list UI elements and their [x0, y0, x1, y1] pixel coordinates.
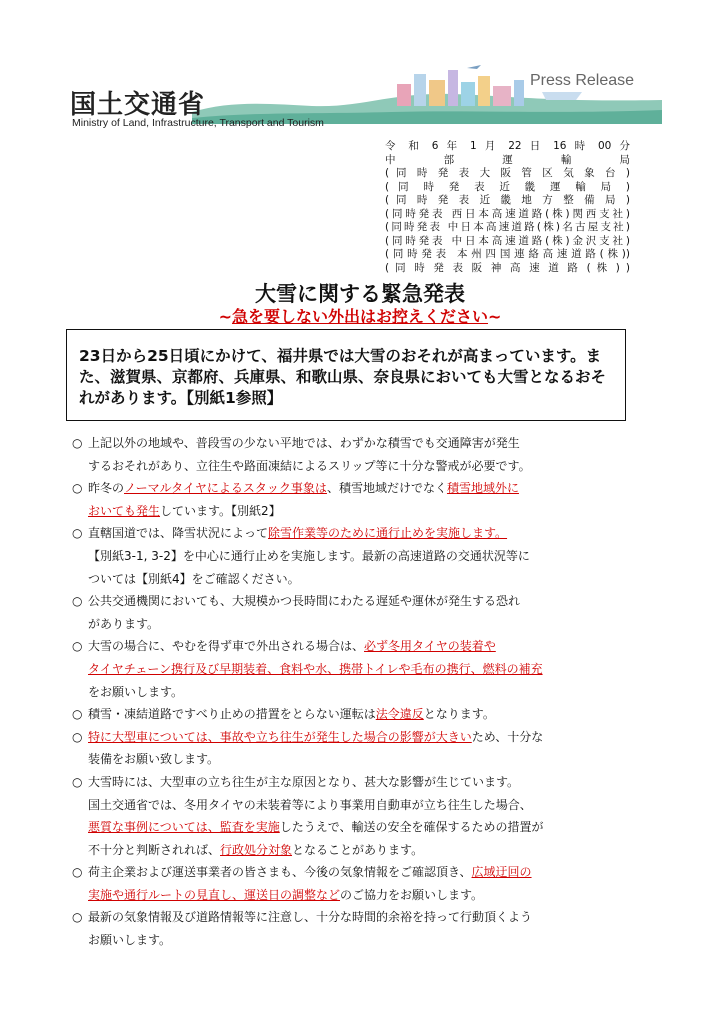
- list-item-body: [88, 477, 632, 522]
- list-item-line: [88, 635, 632, 658]
- body-text: となります。: [423, 707, 495, 722]
- list-item-line: [88, 861, 632, 884]
- list-item: [72, 477, 632, 522]
- highlighted-text: 法令違反: [375, 707, 424, 722]
- issuer-line: ( 同 時 発 表 阪 神 高 速 道 路 ( 株 ) ): [385, 261, 630, 274]
- list-item: [72, 771, 632, 861]
- list-item-line: [88, 884, 632, 907]
- bullet-circle-icon: ○: [72, 910, 83, 925]
- press-release-label: Press Release: [530, 72, 635, 89]
- bullet-circle-icon: ○: [72, 526, 83, 541]
- list-item-line: [88, 545, 632, 568]
- highlighted-text: 行政処分対象: [220, 842, 293, 857]
- body-text: お願いします。: [88, 933, 172, 948]
- issuer-line: ( 同 時 発 表 近 畿 地 方 整 備 局 ): [385, 194, 630, 206]
- list-item-body: [88, 635, 632, 703]
- issuer-line: (同時発表 中日本高速道路(株)名古屋支社): [385, 221, 630, 233]
- press-header: [0, 0, 720, 135]
- list-item-line: [88, 432, 632, 455]
- issuer-line: ( 同 時 発 表 大 阪 管 区 気 象 台 ): [385, 167, 630, 179]
- page-subtitle: [0, 304, 720, 327]
- list-item: [72, 432, 632, 477]
- list-item-line: [88, 455, 632, 478]
- issuer-line: (同時発表 西日本高速道路(株)関西支社): [385, 207, 630, 220]
- subtitle-text: 急を要しない外出はお控えください: [231, 307, 488, 326]
- ministry-name-en: Ministry of Land, Infrastructure, Transport and Tourism: [72, 117, 324, 129]
- list-item-line: [88, 590, 632, 613]
- highlighted-text: 広域迂回の: [471, 865, 532, 880]
- list-item: [72, 861, 632, 906]
- list-item: [72, 906, 632, 951]
- issuer-line: ( 同 時 発 表 近 畿 運 輸 局 ): [385, 180, 630, 193]
- body-text: 大雪の場合に、やむを得ず車で外出される場合は、: [88, 639, 365, 654]
- bullet-circle-icon: ○: [72, 774, 83, 789]
- list-item-line: [88, 816, 632, 839]
- list-item-line: [88, 568, 632, 591]
- list-item-body: [88, 906, 632, 951]
- body-text: したうえで、輸送の安全を確保するための措置が: [279, 820, 544, 835]
- body-text: のご協力をお願いします。: [340, 887, 484, 902]
- body-text: 、積雪地域だけでなく: [326, 481, 447, 496]
- issuer-block: [385, 140, 630, 275]
- body-text: 最新の気象情報及び道路情報等に注意し、十分な時間的余裕を持って行動頂くよう: [88, 910, 533, 925]
- highlighted-text: 悪質な事例については、監査を実施: [88, 820, 280, 835]
- warning-notice-text: 23日から25日頃にかけて、福井県では大雪のおそれが高まっています。また、滋賀県、京都府、兵庫県、和歌山県、奈良県においても大雪となるおそれがあります。【別紙1参照】: [79, 347, 607, 407]
- bullet-circle-icon: ○: [72, 481, 83, 496]
- list-item-body: [88, 861, 632, 906]
- highlighted-text: ノーマルタイヤによるスタック事象は: [124, 481, 327, 496]
- list-item: [72, 703, 632, 726]
- list-item-body: [88, 703, 632, 726]
- list-item-line: [88, 681, 632, 704]
- body-text: するおそれがあり、立往生や路面凍結によるスリップ等に十分な警戒が必要です。: [88, 458, 531, 473]
- body-text: 公共交通機関においても、大規模かつ長時間にわたる遅延や運休が発生する恐れ: [88, 594, 521, 609]
- issuer-line: 令 和 6 年 1 月 22 日 16 時 00 分: [385, 140, 630, 152]
- subtitle-suffix: ~: [488, 307, 502, 326]
- list-item-line: [88, 929, 632, 952]
- list-item-line: [88, 748, 632, 771]
- body-text: 直轄国道では、降雪状況によって: [88, 526, 269, 541]
- list-item-line: [88, 771, 632, 794]
- list-item: [72, 726, 632, 771]
- highlighted-text: 特に大型車については、事故や立ち往生が発生した場合の影響が大きい: [88, 729, 472, 744]
- body-text: となることがあります。: [292, 842, 424, 857]
- list-item-line: [88, 839, 632, 862]
- bullet-circle-icon: ○: [72, 865, 83, 880]
- list-item-line: [88, 658, 632, 681]
- issuer-line: (同時発表 中日本高速道路(株)金沢支社): [385, 234, 630, 247]
- highlighted-text: 除雪作業等のために通行止めを実施します。: [268, 526, 508, 541]
- list-item: [72, 522, 632, 590]
- body-text: があります。: [88, 616, 160, 631]
- bullet-circle-icon: ○: [72, 594, 83, 609]
- list-item-body: [88, 522, 632, 590]
- highlighted-text: おいても発生: [88, 503, 161, 518]
- ministry-name-jp: 国土交通省: [70, 90, 206, 120]
- list-item-line: [88, 794, 632, 817]
- list-item-line: [88, 726, 632, 749]
- list-item-body: [88, 771, 632, 861]
- body-text: 昨冬の: [88, 481, 125, 496]
- list-item-body: [88, 726, 632, 771]
- body-text: 国土交通省では、冬用タイヤの未装着等により事業用自動車が立ち往生した場合、: [88, 797, 532, 812]
- highlighted-text: 積雪地域外に: [446, 481, 519, 496]
- body-text: をお願いします。: [88, 684, 184, 699]
- subtitle-prefix: ~: [218, 307, 232, 326]
- list-item-line: [88, 613, 632, 636]
- list-item: [72, 590, 632, 635]
- issuer-line: (同時発表 本州四国連絡高速道路(株)): [385, 248, 630, 260]
- page-title: 大雪に関する緊急発表: [255, 282, 465, 306]
- highlighted-text: 実施や通行ルートの見直し、運送日の調整など: [88, 887, 341, 902]
- list-item-body: [88, 432, 632, 477]
- list-item-line: [88, 906, 632, 929]
- bullet-circle-icon: ○: [72, 436, 83, 450]
- body-text: 上記以外の地域や、普段雪の少ない平地では、わずかな積雪でも交通障害が発生: [88, 436, 520, 450]
- list-item-line: [88, 477, 632, 500]
- body-text: 大雪時には、大型車の立ち往生が主な原因となり、甚大な影響が生じています。: [88, 774, 520, 789]
- body-text: 不十分と判断されれば、: [88, 842, 221, 857]
- body-text: 積雪・凍結道路ですべり止めの措置をとらない運転は: [88, 707, 376, 722]
- body-text: ため、十分な: [471, 729, 544, 744]
- body-text: 【別紙3-1, 3-2】を中心に通行止めを実施します。最新の高速道路の交通状況等に: [88, 548, 530, 563]
- list-item-line: [88, 500, 632, 523]
- list-item-body: [88, 590, 632, 635]
- body-text: 荷主企業および運送事業者の皆さまも、今後の気象情報をご確認頂き、: [88, 865, 472, 880]
- body-text: しています。【別紙2】: [160, 503, 281, 518]
- highlighted-text: タイヤチェーン携行及び早期装着、食料や水、携帯トイレや毛布の携行、燃料の補充: [88, 661, 543, 676]
- bullet-circle-icon: ○: [72, 707, 83, 722]
- notice-items-list: [72, 432, 632, 952]
- body-text: ついては【別紙4】をご確認ください。: [88, 571, 300, 586]
- body-text: 装備をお願い致します。: [88, 752, 220, 767]
- highlighted-text: 必ず冬用タイヤの装着や: [364, 639, 496, 654]
- list-item-line: [88, 703, 632, 726]
- bullet-circle-icon: ○: [72, 729, 83, 744]
- list-item-line: [88, 522, 632, 545]
- bullet-circle-icon: ○: [72, 639, 83, 654]
- warning-notice-box: [66, 329, 626, 421]
- list-item: [72, 635, 632, 703]
- issuer-line: 中 部 運 輸 局: [385, 153, 630, 166]
